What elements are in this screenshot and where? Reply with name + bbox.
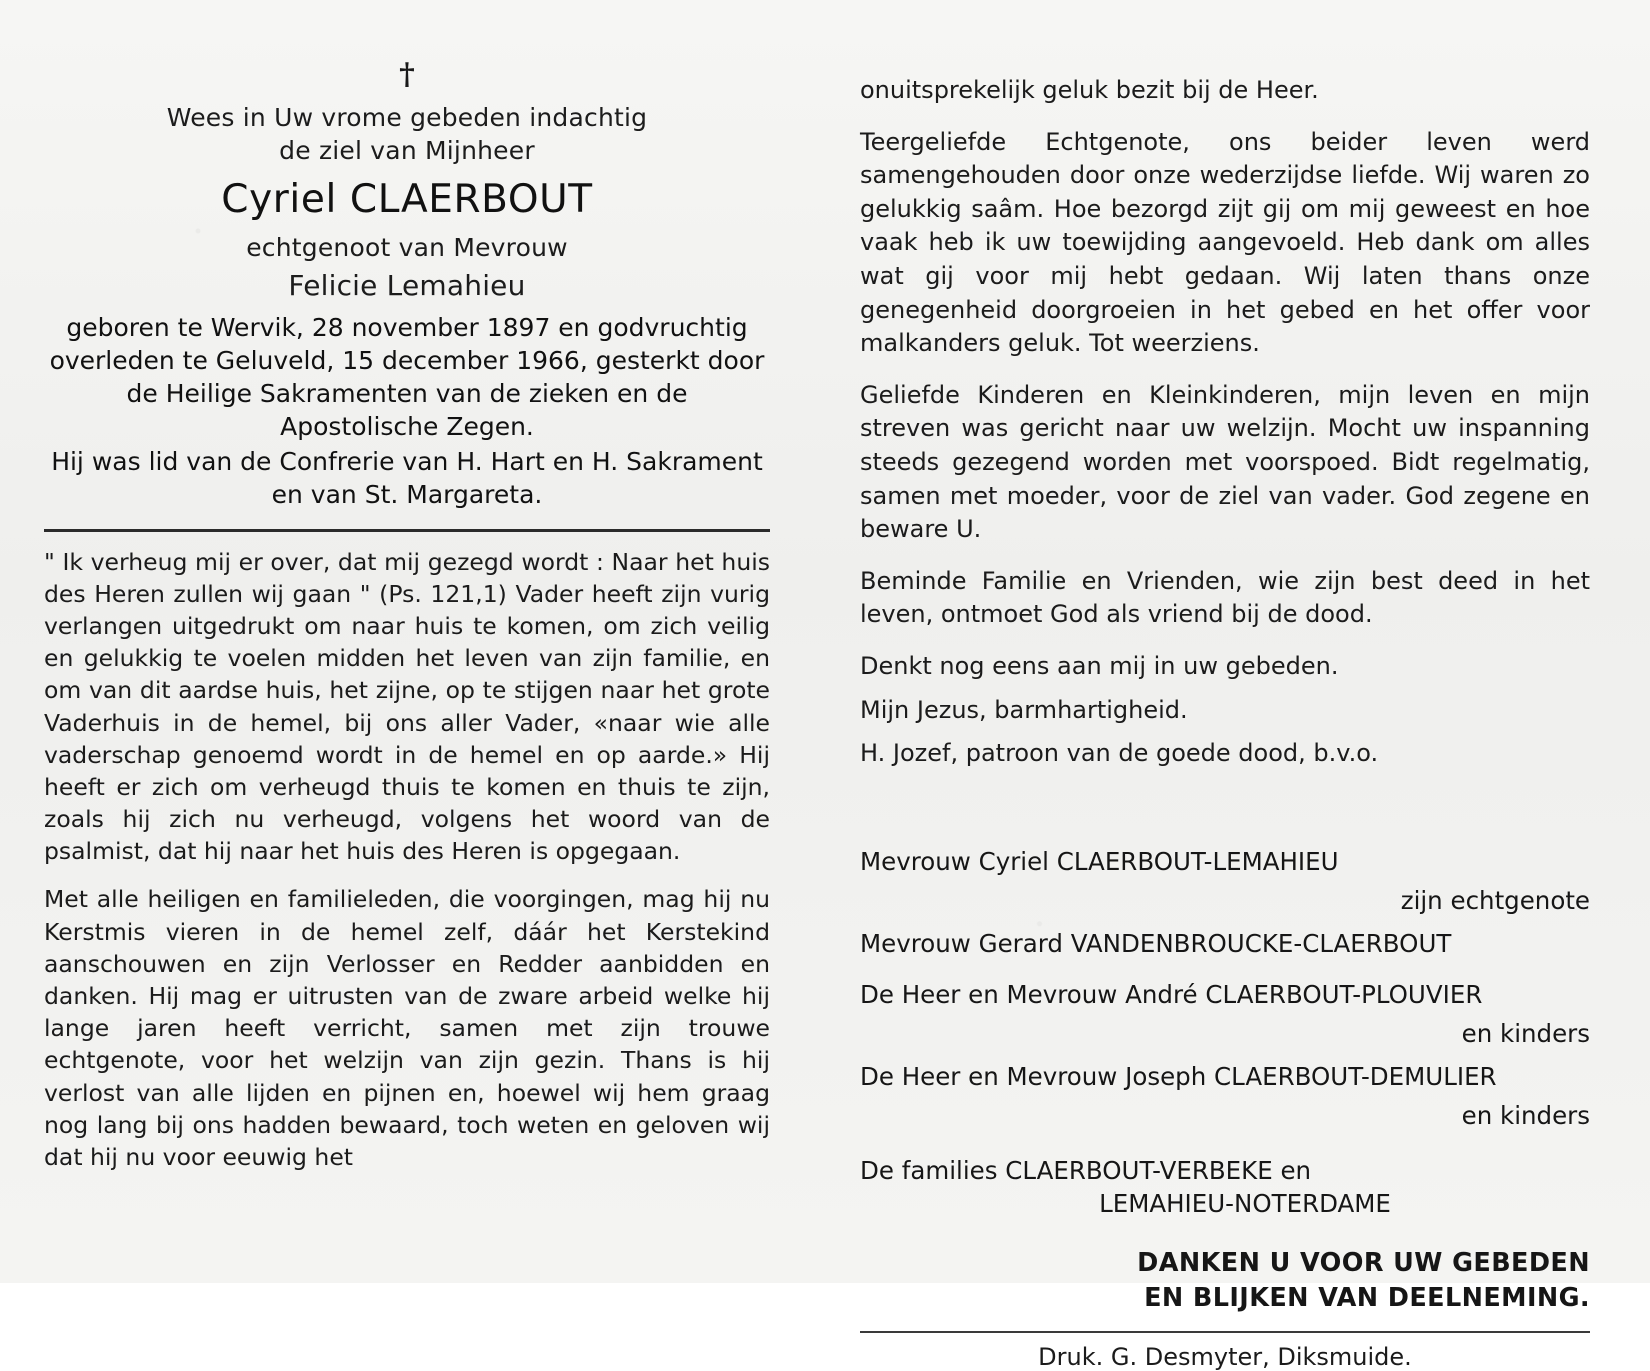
- right-paragraph-5: Mijn Jezus, barmhartigheid.: [860, 695, 1188, 724]
- family-line-4-sub: en kinders: [1461, 1101, 1590, 1131]
- memorial-header: [44, 102, 770, 305]
- right-paragraph-0: onuitsprekelijk geluk bezit bij de Heer.: [860, 76, 1319, 104]
- family-line-5a: De families CLAERBOUT-VERBEKE en: [860, 1156, 1312, 1186]
- right-paragraph-2: Geliefde Kinderen en Kleinkinderen, mijn leven en mijn streven was gericht naar uw welzijn. Mocht uw inspanning steeds gezegend worden met voorspoed. Bidt regelmatig, samen met moeder, voor de ziel van vader. God zegene en beware U.: [860, 380, 1590, 544]
- family-line-2: Mevrouw Gerard VANDENBROUCKE-CLAERBOUT: [860, 928, 1452, 958]
- family-line-3-sub: en kinders: [1461, 1018, 1590, 1048]
- right-paragraph-4: Denkt nog eens aan mij in uw gebeden.: [860, 651, 1339, 680]
- family-line-5b: LEMAHIEU-NOTERDAME: [1099, 1189, 1391, 1219]
- spouse-prefix: echtgenoot van Mevrouw: [246, 232, 568, 262]
- thanks-block: [860, 1246, 1590, 1316]
- printer-credit: Druk. G. Desmyter, Diksmuide.: [1038, 1342, 1412, 1371]
- family-line-4: De Heer en Mevrouw Joseph CLAERBOUT-DEMULIER: [860, 1062, 1497, 1091]
- divider-rule: [44, 529, 770, 532]
- thanks-line-2: EN BLIJKEN VAN DEELNEMING.: [1144, 1283, 1590, 1314]
- membership-text: Hij was lid van de Confrerie van H. Hart en H. Sakrament en van St. Margareta.: [51, 446, 763, 509]
- right-paragraph-6: H. Jozef, patroon van de goede dood, b.v.o.: [860, 739, 1379, 768]
- left-column: [0, 0, 840, 1283]
- spouse-name: Felicie Lemahieu: [288, 269, 526, 303]
- deceased-name: Cyriel CLAERBOUT: [221, 177, 593, 222]
- thanks-line-1: DANKEN U VOOR UW GEBEDEN: [1137, 1248, 1590, 1279]
- left-paragraph-1: " Ik verheug mij er over, dat mij gezegd wordt : Naar het huis des Heren zullen wij gaan " (Ps. 121,1) Vader heeft zijn vurig verlangen uitgedrukt om naar huis te komen, om zich veilig en gelukkig te voelen midden het leven van zijn familie, en om van dit aardse huis, het zijne, op te stijgen naar het grote Vaderhuis in de hemel, bij ons aller Vader, «naar wie alle vaderschap genoemd wordt in de hemel en op aarde.» Hij heeft er zich om verheugd thuis te komen en thuis te zijn, zoals hij zich nu verheugd, volgens het woord van de psalmist, dat hij naar het huis des Heren is opgegaan.: [44, 547, 770, 866]
- right-paragraph-1: Teergeliefde Echtgenote, ons beider leven werd samengehouden door onze wederzijdse liefde. Wij waren zo gelukkig saâm. Hoe bezorgd zijt gij om mij geweest en hoe vaak heb ik uw toewijding aangevoeld. Heb dank om alles wat gij voor mij hebt gedaan. Wij laten thans onze genegenheid doorgroeien in het gebed en het offer voor malkanders geluk. Tot weerziens.: [860, 127, 1590, 358]
- intro-line-2: de ziel van Mijnheer: [279, 135, 535, 165]
- bottom-divider-rule: [860, 1331, 1590, 1333]
- right-body-text: [860, 74, 1590, 771]
- left-paragraph-2: Met alle heiligen en familieleden, die voorgingen, mag hij nu Kerstmis vieren in de hemel zelf, dáár het Kerstekind aanschouwen en zijn Verlosser en Redder aanbidden en danken. Hij mag er uitrusten van de zware arbeid welke hij lange jaren heeft verricht, samen met zijn trouwe echtgenote, voor het welzijn van zijn gezin. Thans is hij verlost van alle lijden en pijnen en, hoewel wij hem graag nog lang bij ons hadden bewaard, toch weten en geloven wij dat hij nu voor eeuwig het: [44, 885, 770, 1171]
- family-list: [860, 845, 1590, 1317]
- intro-line-1: Wees in Uw vrome gebeden indachtig: [166, 103, 648, 132]
- biography-text: geboren te Wervik, 28 november 1897 en godvruchtig overleden te Geluveld, 15 december 1966, gesterkt door de Heilige Sakramenten van de zieken en de Apostolische Zegen.: [49, 312, 765, 441]
- family-line-5: [860, 1154, 1590, 1220]
- cross-icon: †: [399, 57, 415, 92]
- family-line-1: Mevrouw Cyriel CLAERBOUT-LEMAHIEU: [860, 846, 1339, 876]
- left-body-text: [44, 546, 770, 1174]
- right-column: [840, 0, 1650, 1371]
- family-line-3: De Heer en Mevrouw André CLAERBOUT-PLOUVIER: [860, 979, 1483, 1009]
- right-paragraph-3: Beminde Familie en Vrienden, wie zijn best deed in het leven, ontmoet God als vriend bij de dood.: [860, 566, 1590, 629]
- family-line-1-sub: zijn echtgenote: [1400, 885, 1590, 915]
